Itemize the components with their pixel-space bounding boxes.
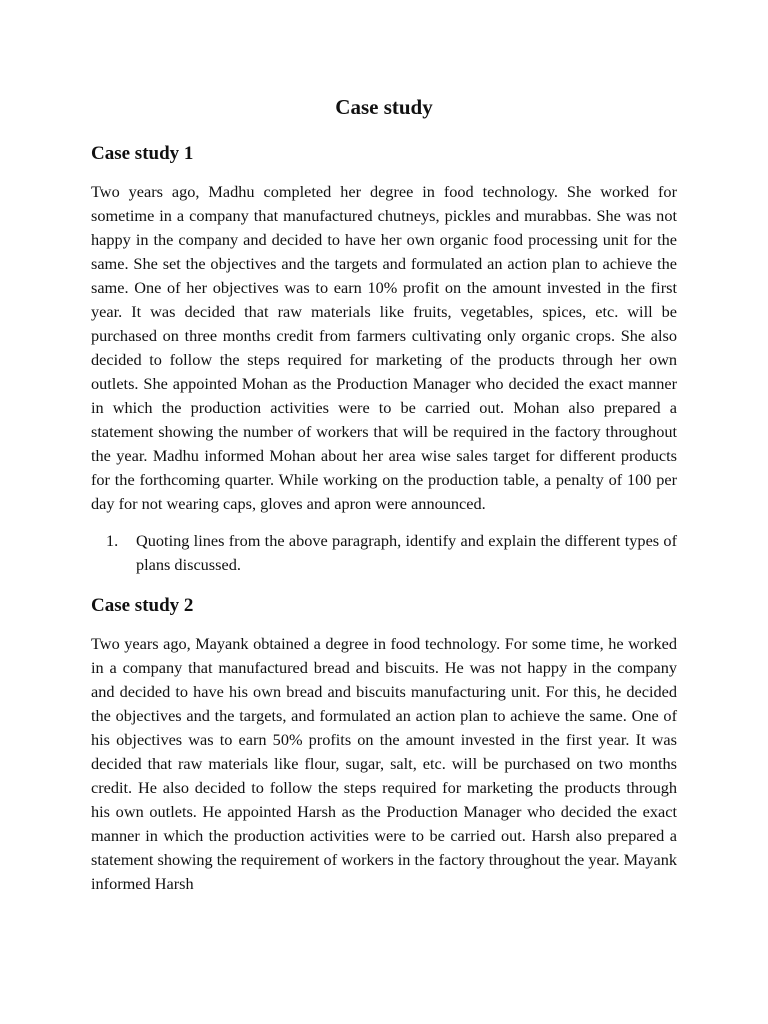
case-study-1-paragraph: Two years ago, Madhu completed her degree in food technology. She worked for sometime in a company that manufactured chutneys, pickles and murabbas. She was not happy in the company and decided to have her own organic food processing unit for the same. She set the objectives and the targets and formulated an action plan to achieve the same. One of her objectives was to earn 10% profit on the amount invested in the first year. It was decided that raw materials like fruits, vegetables, spices, etc. will be purchased on three months credit from farmers cultivating only organic crops. She also decided to follow the steps required for marketing of the products through her own outlets. She appointed Mohan as the Production Manager who decided the exact manner in which the production activities were to be carried out. Mohan also prepared a statement showing the number of workers that will be required in the factory throughout the year. Madhu informed Mohan about her area wise sales target for different products for the forthcoming quarter. While working on the production table, a penalty of 100 per day for not wearing caps, gloves and apron were announced.	[91, 182, 677, 513]
case-study-2	[91, 593, 677, 896]
case-study-1-heading: Case study 1	[91, 143, 194, 164]
document-title: Case study	[335, 95, 433, 119]
question-text: Quoting lines from the above paragraph, identify and explain the different types of plans discussed.	[136, 531, 677, 574]
case-study-1-questions	[91, 529, 677, 577]
document-page	[91, 92, 677, 909]
case-study-1	[91, 141, 677, 577]
question-number: 1.	[106, 531, 119, 550]
question-item	[91, 529, 677, 577]
case-study-2-paragraph: Two years ago, Mayank obtained a degree in food technology. For some time, he worked in a company that manufactured bread and biscuits. He was not happy in the company and decided to have his own bread and biscuits manufacturing unit. For this, he decided the objectives and the targets, and formulated an action plan to achieve the same. One of his objectives was to earn 50% profits on the amount invested in the first year. It was decided that raw materials like flour, sugar, salt, etc. will be purchased on two months credit. He also decided to follow the steps required for marketing the products through his own outlets. He appointed Harsh as the Production Manager who decided the exact manner in which the production activities were to be carried out. Harsh also prepared a statement showing the requirement of workers in the factory throughout the year. Mayank informed Harsh	[91, 634, 677, 893]
case-study-2-heading: Case study 2	[91, 595, 194, 616]
